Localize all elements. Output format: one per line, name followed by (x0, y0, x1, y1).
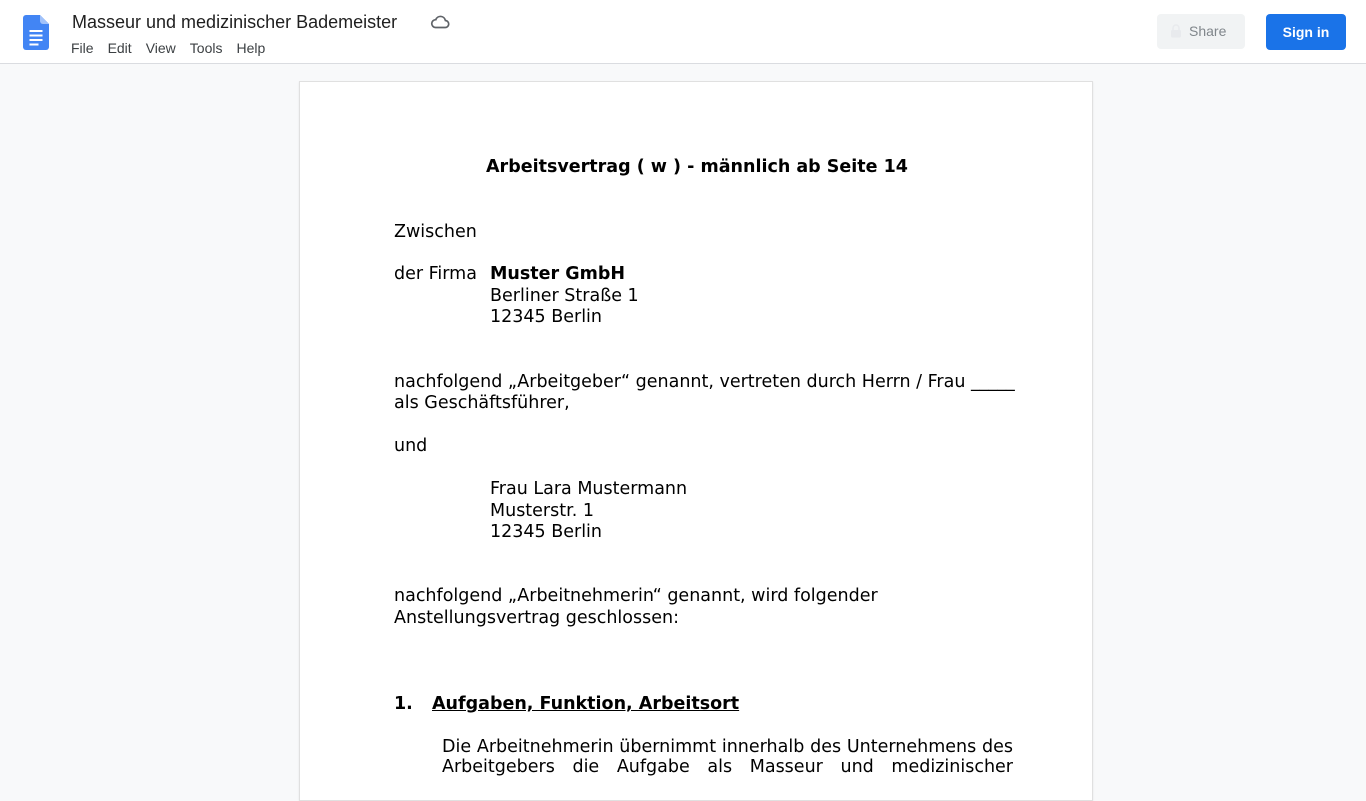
share-label: Share (1189, 23, 1227, 39)
employer-name: Muster GmbH (490, 264, 626, 284)
employee-city: 12345 Berlin (490, 522, 603, 542)
section-paragraph (442, 737, 1013, 777)
employer-city: 12345 Berlin (490, 307, 603, 327)
document-page[interactable] (299, 81, 1093, 801)
document-canvas[interactable] (0, 65, 1366, 777)
section-text-line2: Arbeitgebers die Aufgabe als Masseur und medizinischer (442, 757, 1013, 777)
section-text-line1: Die Arbeitnehmerin übernimmt innerhalb des Unternehmens des (442, 737, 1013, 757)
zwischen-text: Zwischen (394, 222, 477, 242)
sign-in-button[interactable]: Sign in (1266, 14, 1346, 50)
und-text: und (394, 436, 428, 456)
section-number: 1. (394, 694, 413, 714)
menu-file[interactable]: File (71, 40, 94, 56)
employer-street: Berliner Straße 1 (490, 286, 639, 306)
employee-clause-line2: Anstellungsvertrag geschlossen: (394, 608, 679, 628)
employee-clause-line1: nachfolgend „Arbeitnehmerin“ genannt, wird folgender (394, 586, 878, 606)
menu-view[interactable]: View (145, 40, 176, 56)
employee-name: Frau Lara Mustermann (490, 479, 688, 499)
employee-street: Musterstr. 1 (490, 501, 594, 521)
menu-bar (64, 38, 272, 60)
share-button[interactable] (1157, 14, 1245, 49)
lock-icon (1170, 24, 1182, 38)
top-bar (0, 0, 1366, 64)
cloud-saved-icon[interactable] (430, 13, 450, 31)
docs-logo-icon[interactable] (23, 15, 49, 50)
menu-edit[interactable]: Edit (107, 40, 132, 56)
document-heading: Arbeitsvertrag ( w ) - männlich ab Seite 14 (486, 157, 908, 177)
employer-clause-line2: als Geschäftsführer, (394, 393, 570, 413)
menu-help[interactable]: Help (236, 40, 266, 56)
menu-tools[interactable]: Tools (189, 40, 223, 56)
document-title[interactable]: Masseur und medizinischer Bademeister (72, 12, 398, 32)
section-title: Aufgaben, Funktion, Arbeitsort (432, 694, 740, 714)
firma-label: der Firma (394, 264, 477, 284)
employer-clause-line1: nachfolgend „Arbeitgeber“ genannt, vertreten durch Herrn / Frau _____ (394, 372, 1015, 392)
